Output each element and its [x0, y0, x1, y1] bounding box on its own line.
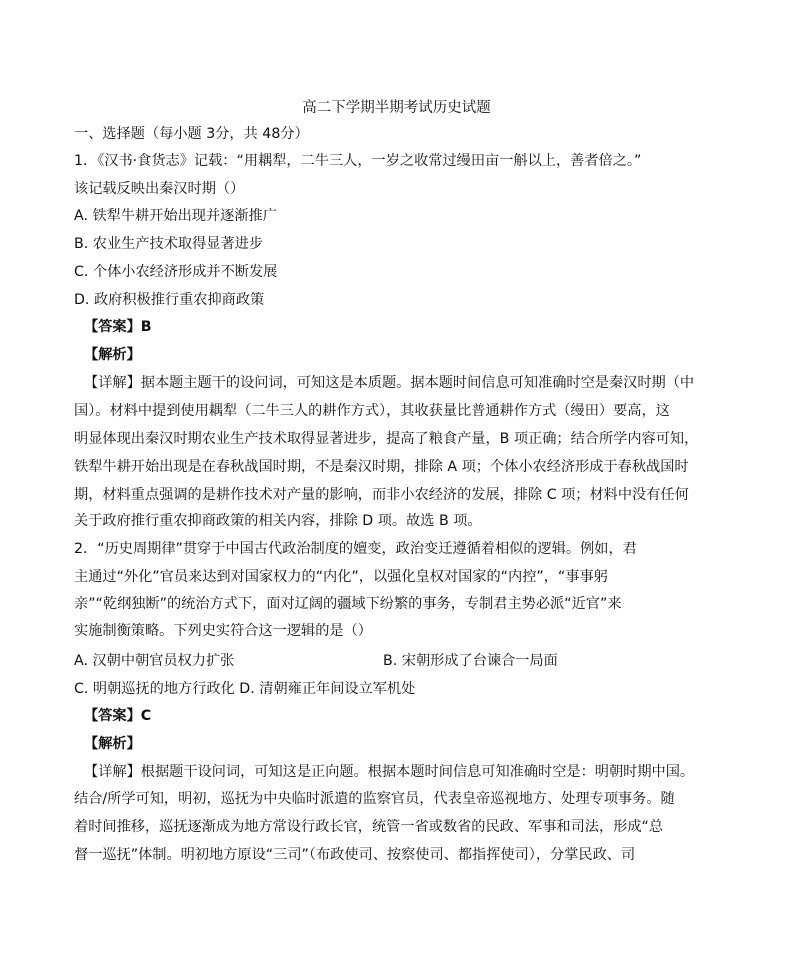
section-heading: 一、选择题（每小题 3分，共 48分） — [74, 126, 309, 142]
q1-detail-line: 国）。材料中提到使用耦犁（二牛三人的耕作方式），其收获量比普通耕作方式（缦田）要高，这 — [74, 403, 670, 419]
q2-option-a: A. 汉朝中朝官员权力扩张 — [74, 653, 235, 669]
q1-option-c: C. 个体小农经济形成并不断发展 — [74, 264, 278, 280]
q1-option-b: B. 农业生产技术取得显著进步 — [74, 236, 264, 252]
q1-option-d: D. 政府积极推行重农抑商政策 — [74, 292, 265, 308]
q1-detail-line: 关于政府推行重农抑商政策的相关内容，排除 D 项。故选 B 项。 — [74, 513, 482, 529]
q1-detail-line: 【详解】据本题主题干的设问词，可知这是本质题。据本题时间信息可知准确时空是秦汉时期（中 — [84, 375, 695, 391]
q2-analysis-heading: 【解析】 — [84, 736, 141, 752]
q2-stem-line: 2．“历史周期律”贯穿于中国古代政治制度的嬗变，政治变迁遵循着相似的逻辑。例如，君 — [74, 541, 637, 557]
q2-stem-line: 主通过“外化”官员来达到对国家权力的“内化”，以强化皇权对国家的“内控”，“事事躬 — [74, 569, 608, 585]
q2-detail-line: 【详解】根据题干设问词，可知这是正向题。根据本题时间信息可知准确时空是：明朝时期中国。 — [84, 764, 695, 780]
q1-detail-line: 期，材料重点强调的是耕作技术对产量的影响，而非小农经济的发展，排除 C 项；材料中没有任何 — [74, 487, 689, 503]
q1-stem-line-1: 1．《汉书·食货志》记载：“用耦犁，二牛三人，一岁之收常过缦田亩一斛以上，善者倍之。” — [74, 153, 642, 169]
q2-stem-line: 亲”“乾纲独断”的统治方式下，面对辽阔的疆域下纷繁的事务，专制君主势必派“近官”来 — [74, 596, 622, 612]
q2-detail-line: 着时间推移，巡抚逐渐成为地方常设行政长官，统管一省或数省的民政、军事和司法，形成“总 — [74, 819, 664, 835]
q2-detail-line: 督一巡抚”体制。明初地方原设“三司”（布政使司、按察使司、都指挥使司），分掌民政、司 — [74, 847, 636, 863]
q2-stem-line: 实施制衡策略。下列史实符合这一逻辑的是（） — [74, 623, 372, 639]
q1-answer: 【答案】B — [84, 319, 152, 335]
q2-option-b: B. 宋朝形成了台谏合一局面 — [383, 653, 558, 669]
q2-detail-line: 结合/所学可知，明初，巡抚为中央临时派遣的监察官员，代表皇帝巡视地方、处理专项事务。随 — [74, 791, 675, 807]
q2-option-c-d: C. 明朝巡抚的地方行政化 D. 清朝雍正年间设立军机处 — [74, 681, 416, 697]
document-title: 高二下学期半期考试历史试题 — [302, 100, 491, 116]
q1-detail-line: 铁犁牛耕开始出现是在春秋战国时期，不是秦汉时期，排除 A 项；个体小农经济形成于春秋战国时 — [74, 459, 689, 475]
q1-stem-line-2: 该记载反映出秦汉时期（） — [74, 181, 245, 197]
q1-analysis-heading: 【解析】 — [84, 347, 141, 363]
q2-answer: 【答案】C — [84, 708, 152, 724]
q1-detail-line: 明显体现出秦汉时期农业生产技术取得显著进步，提高了粮食产量，B 项正确；结合所学内容可知， — [74, 431, 699, 447]
q1-option-a: A. 铁犁牛耕开始出现并逐渐推广 — [74, 208, 277, 224]
